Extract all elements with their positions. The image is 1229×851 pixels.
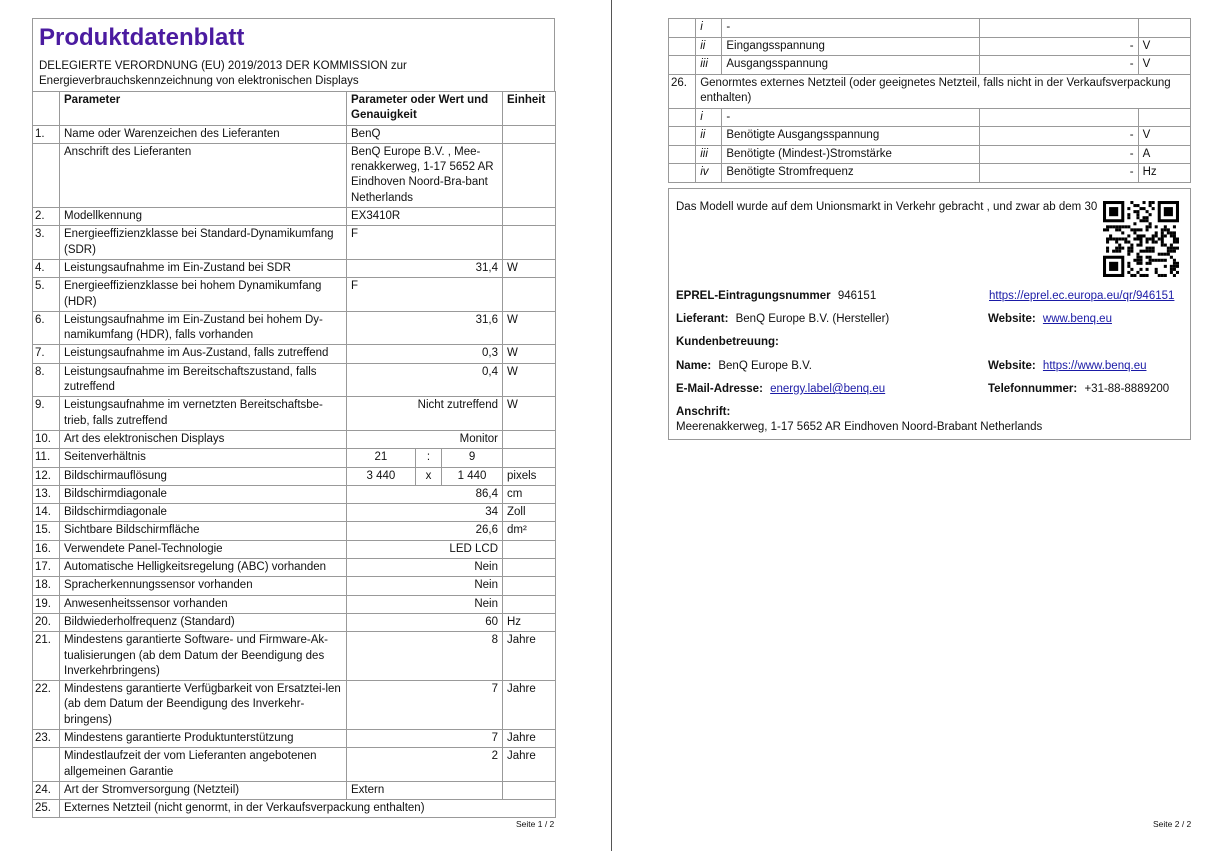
roman-numeral: iii [696, 56, 722, 75]
row-parameter: Leistungsaufnahme im vernetzten Bereitschaftsbe-trieb, falls zutreffend [60, 397, 347, 431]
row-parameter: Mindestens garantierte Produktunterstützung [60, 729, 347, 747]
row-number: 15. [33, 522, 60, 540]
row-value: EX3410R [347, 208, 503, 226]
row-number: 21. [33, 632, 60, 681]
power-supply-table [668, 18, 1191, 183]
support-label: Kundenbetreuung: [676, 336, 779, 348]
row-unit: cm [503, 485, 556, 503]
row-value: 26,6 [347, 522, 503, 540]
row-unit [503, 125, 556, 143]
row-number: 16. [33, 540, 60, 558]
row-number: 14. [33, 504, 60, 522]
table-row [33, 363, 556, 397]
roman-numeral: iii [696, 145, 722, 164]
sub-label: Ausgangsspannung [722, 56, 980, 75]
phone-row [988, 383, 1169, 395]
table-row [33, 397, 556, 431]
row-unit: W [503, 397, 556, 431]
table-row [33, 311, 556, 345]
table-row [669, 19, 1191, 38]
row-unit: Jahre [503, 632, 556, 681]
table-row [33, 681, 556, 730]
table-row [669, 164, 1191, 183]
row-unit [503, 430, 556, 448]
row-number: 26. [669, 74, 696, 108]
table-row [669, 56, 1191, 75]
supplier-row [676, 313, 889, 325]
table-row [33, 208, 556, 226]
empty-cell [669, 19, 696, 38]
row-number: 18. [33, 577, 60, 595]
email-row [676, 383, 885, 395]
sub-label: Eingangsspannung [722, 37, 980, 56]
table-header-row [33, 92, 556, 126]
table-row [33, 613, 556, 631]
table-row [33, 449, 556, 467]
row-unit: W [503, 259, 556, 277]
sub-label: - [722, 108, 980, 127]
row-unit: Zoll [503, 504, 556, 522]
row-parameter: Leistungsaufnahme im Bereitschaftszustand, falls zutreffend [60, 363, 347, 397]
row-number: 24. [33, 781, 60, 799]
row-parameter: Bildschirmauflösung [60, 467, 347, 485]
row-value: 7 [347, 729, 503, 747]
empty-cell [669, 164, 696, 183]
table-row [33, 540, 556, 558]
table-row [669, 145, 1191, 164]
split-value: : [415, 449, 441, 466]
row-parameter: Externes Netzteil (nicht genormt, in der Verkaufsverpackung enthalten) [60, 800, 556, 818]
row-value: BenQ [347, 125, 503, 143]
row-number: 8. [33, 363, 60, 397]
row-value: F [347, 278, 503, 312]
row-value: 8 [347, 632, 503, 681]
sub-label: - [722, 19, 980, 38]
phone-value: +31-88-8889200 [1084, 383, 1170, 395]
empty-cell [669, 108, 696, 127]
sub-unit [1138, 108, 1190, 127]
row-unit [503, 577, 556, 595]
row-value [347, 467, 503, 485]
sub-value: - [980, 145, 1138, 164]
supplier-label: Lieferant: [676, 313, 729, 325]
table-row [33, 430, 556, 448]
row-value: 0,3 [347, 345, 503, 363]
row-value: 60 [347, 613, 503, 631]
row-value: Monitor [347, 430, 503, 448]
row-parameter: Leistungsaufnahme im Ein-Zustand bei SDR [60, 259, 347, 277]
sub-label: Benötigte Ausgangsspannung [722, 127, 980, 146]
table-row [33, 226, 556, 260]
eprel-value: 946151 [837, 290, 877, 302]
empty-cell [669, 56, 696, 75]
row-number: 3. [33, 226, 60, 260]
row-unit: pixels [503, 467, 556, 485]
sub-value: - [980, 127, 1138, 146]
row-unit [503, 559, 556, 577]
row-number: 23. [33, 729, 60, 747]
name-value: BenQ Europe B.V. [718, 360, 812, 372]
row-parameter: Leistungsaufnahme im Ein-Zustand bei hohem Dy-namikumfang (HDR), falls vorhanden [60, 311, 347, 345]
row-unit: W [503, 363, 556, 397]
row-unit: W [503, 311, 556, 345]
sub-unit: V [1138, 56, 1190, 75]
row-value: Extern [347, 781, 503, 799]
sub-unit: V [1138, 37, 1190, 56]
sub-label: Benötigte Stromfrequenz [722, 164, 980, 183]
table-row-26 [669, 74, 1191, 108]
sub-value [980, 19, 1138, 38]
split-value: 21 [374, 451, 388, 464]
sub-label: Benötigte (Mindest-)Stromstärke [722, 145, 980, 164]
row-number: 19. [33, 595, 60, 613]
table-row [33, 522, 556, 540]
table-row [33, 143, 556, 207]
row-parameter: Genormtes externes Netzteil (oder geeignetes Netzteil, falls nicht in der Verkaufsverpackung enthalten) [696, 74, 1191, 108]
row-parameter: Art der Stromversorgung (Netzteil) [60, 781, 347, 799]
row-number: 1. [33, 125, 60, 143]
row-value: 31,4 [347, 259, 503, 277]
row-value: LED LCD [347, 540, 503, 558]
name-row [676, 360, 812, 372]
table-row [33, 748, 556, 782]
row-unit [503, 540, 556, 558]
row-parameter: Spracherkennungssensor vorhanden [60, 577, 347, 595]
row-value: Nein [347, 559, 503, 577]
row-value: 0,4 [347, 363, 503, 397]
page-1 [32, 18, 555, 818]
document-title: Produktdatenblatt [39, 24, 245, 51]
row-value: 2 [347, 748, 503, 782]
page-divider [611, 0, 612, 851]
address-label: Anschrift: [676, 406, 731, 418]
row-parameter: Seitenverhältnis [60, 449, 347, 467]
document-subtitle [39, 59, 548, 89]
table-row [33, 800, 556, 818]
page-2 [668, 18, 1191, 183]
row-number: 2. [33, 208, 60, 226]
website-label-2: Website: [988, 360, 1036, 372]
empty-cell [669, 37, 696, 56]
table-row [33, 345, 556, 363]
eprel-row [676, 290, 876, 302]
sub-unit: V [1138, 127, 1190, 146]
row-number: 10. [33, 430, 60, 448]
phone-label: Telefonnummer: [988, 383, 1078, 395]
page-2-footer: Seite 2 / 2 [1153, 819, 1192, 829]
roman-numeral: ii [696, 127, 722, 146]
row-number: 7. [33, 345, 60, 363]
row-number [33, 748, 60, 782]
eprel-label: EPREL-Eintragungsnummer [676, 290, 831, 302]
empty-cell [669, 127, 696, 146]
row-value: Nein [347, 595, 503, 613]
table-row [33, 259, 556, 277]
row-parameter: Mindestens garantierte Software- und Firmware-Ak-tualisierungen (ab dem Datum der Beendigung des Inverkehrbringens) [60, 632, 347, 681]
row-parameter: Modellkennung [60, 208, 347, 226]
table-row [33, 729, 556, 747]
product-data-table [32, 91, 556, 818]
row-value [347, 449, 503, 467]
table-row [33, 577, 556, 595]
row-parameter: Art des elektronischen Displays [60, 430, 347, 448]
sub-value: - [980, 37, 1138, 56]
row-parameter: Energieeffizienzklasse bei Standard-Dynamikumfang (SDR) [60, 226, 347, 260]
website-row-2 [988, 360, 1146, 372]
table-row [33, 467, 556, 485]
row-unit: Jahre [503, 748, 556, 782]
split-value: 3 440 [366, 469, 396, 482]
sub-unit: Hz [1138, 164, 1190, 183]
subtitle-line-1: DELEGIERTE VERORDNUNG (EU) 2019/2013 DER KOMMISSION zur [39, 60, 407, 72]
row-value: 31,6 [347, 311, 503, 345]
row-unit: Hz [503, 613, 556, 631]
row-number: 20. [33, 613, 60, 631]
row-unit [503, 781, 556, 799]
product-info-box [668, 188, 1191, 440]
row-parameter: Sichtbare Bildschirmfläche [60, 522, 347, 540]
address-value: Meerenakkerweg, 1-17 5652 AR Eindhoven Noord-Brabant Netherlands [676, 421, 1043, 433]
split-value: 1 440 [457, 469, 487, 482]
website-link-2[interactable]: https://www.benq.eu [1042, 360, 1147, 372]
row-parameter: Automatische Helligkeitsregelung (ABC) vorhanden [60, 559, 347, 577]
row-parameter: Leistungsaufnahme im Aus-Zustand, falls zutreffend [60, 345, 347, 363]
table-row [33, 278, 556, 312]
row-number: 6. [33, 311, 60, 345]
row-parameter: Bildschirmdiagonale [60, 504, 347, 522]
table-row [669, 108, 1191, 127]
sub-value: - [980, 56, 1138, 75]
row-value: Nicht zutreffend [347, 397, 503, 431]
row-number: 25. [33, 800, 60, 818]
page-1-footer: Seite 1 / 2 [516, 819, 555, 829]
sub-unit [1138, 19, 1190, 38]
website-label-1: Website: [988, 313, 1036, 325]
header-num-cell [33, 92, 60, 126]
table-row [33, 632, 556, 681]
row-number: 13. [33, 485, 60, 503]
row-parameter: Mindestlaufzeit der vom Lieferanten angebotenen allgemeinen Garantie [60, 748, 347, 782]
row-parameter: Bildschirmdiagonale [60, 485, 347, 503]
roman-numeral: iv [696, 164, 722, 183]
row-unit: W [503, 345, 556, 363]
eprel-link[interactable]: https://eprel.ec.europa.eu/qr/946151 [989, 290, 1175, 302]
row-parameter: Anschrift des Lieferanten [60, 143, 347, 207]
name-label: Name: [676, 360, 712, 372]
row-number: 22. [33, 681, 60, 730]
row-parameter: Anwesenheitssensor vorhanden [60, 595, 347, 613]
row-number: 4. [33, 259, 60, 277]
subtitle-line-2: Energieverbrauchskennzeichnung von elektronischen Displays [39, 75, 359, 87]
table-row [33, 125, 556, 143]
row-value: F [347, 226, 503, 260]
row-number: 12. [33, 467, 60, 485]
row-unit [503, 208, 556, 226]
roman-numeral: i [696, 19, 722, 38]
row-number: 5. [33, 278, 60, 312]
qr-code-icon [1103, 201, 1179, 277]
row-number: 17. [33, 559, 60, 577]
sub-unit: A [1138, 145, 1190, 164]
table-row [33, 485, 556, 503]
table-row [33, 595, 556, 613]
row-unit [503, 226, 556, 260]
row-unit [503, 278, 556, 312]
table-row [33, 504, 556, 522]
table-row [33, 781, 556, 799]
roman-numeral: ii [696, 37, 722, 56]
row-unit: dm² [503, 522, 556, 540]
split-value: x [415, 468, 441, 485]
header-unit: Einheit [503, 92, 556, 126]
split-value: 9 [468, 451, 476, 464]
table-row [33, 559, 556, 577]
row-number: 9. [33, 397, 60, 431]
row-number: 11. [33, 449, 60, 467]
row-parameter: Verwendete Panel-Technologie [60, 540, 347, 558]
row-parameter: Name oder Warenzeichen des Lieferanten [60, 125, 347, 143]
row-value: 7 [347, 681, 503, 730]
row-parameter: Mindestens garantierte Verfügbarkeit von Ersatztei-len (ab dem Datum der Beendigung des Inverkehr-bringens) [60, 681, 347, 730]
qr-code[interactable] [1103, 201, 1179, 277]
supplier-value: BenQ Europe B.V. (Hersteller) [735, 313, 890, 325]
email-label: E-Mail-Adresse: [676, 383, 763, 395]
table-row [669, 37, 1191, 56]
row-parameter: Bildwiederholfrequenz (Standard) [60, 613, 347, 631]
sub-value [980, 108, 1138, 127]
row-unit [503, 449, 556, 467]
row-value: Nein [347, 577, 503, 595]
row-unit [503, 595, 556, 613]
page-1-header [32, 18, 555, 91]
row-parameter: Energieeffizienzklasse bei hohem Dynamikumfang (HDR) [60, 278, 347, 312]
website-link-1[interactable]: www.benq.eu [1042, 313, 1112, 325]
row-unit: Jahre [503, 681, 556, 730]
table-row [669, 127, 1191, 146]
row-number [33, 143, 60, 207]
sub-value: - [980, 164, 1138, 183]
roman-numeral: i [696, 108, 722, 127]
empty-cell [669, 145, 696, 164]
email-link[interactable]: energy.label@benq.eu [770, 383, 886, 395]
header-value: Parameter oder Wert und Genauigkeit [347, 92, 503, 126]
row-unit [503, 143, 556, 207]
row-value: BenQ Europe B.V. , Mee-renakkerweg, 1-17 5652 AR Eindhoven Noord-Bra-bant Netherlands [347, 143, 503, 207]
market-text: Das Modell wurde auf dem Unionsmarkt in Verkehr gebracht , und zwar ab dem 30 [676, 201, 1098, 213]
website-row-1 [988, 313, 1112, 325]
row-value: 86,4 [347, 485, 503, 503]
row-value: 34 [347, 504, 503, 522]
row-unit: Jahre [503, 729, 556, 747]
header-parameter: Parameter [60, 92, 347, 126]
